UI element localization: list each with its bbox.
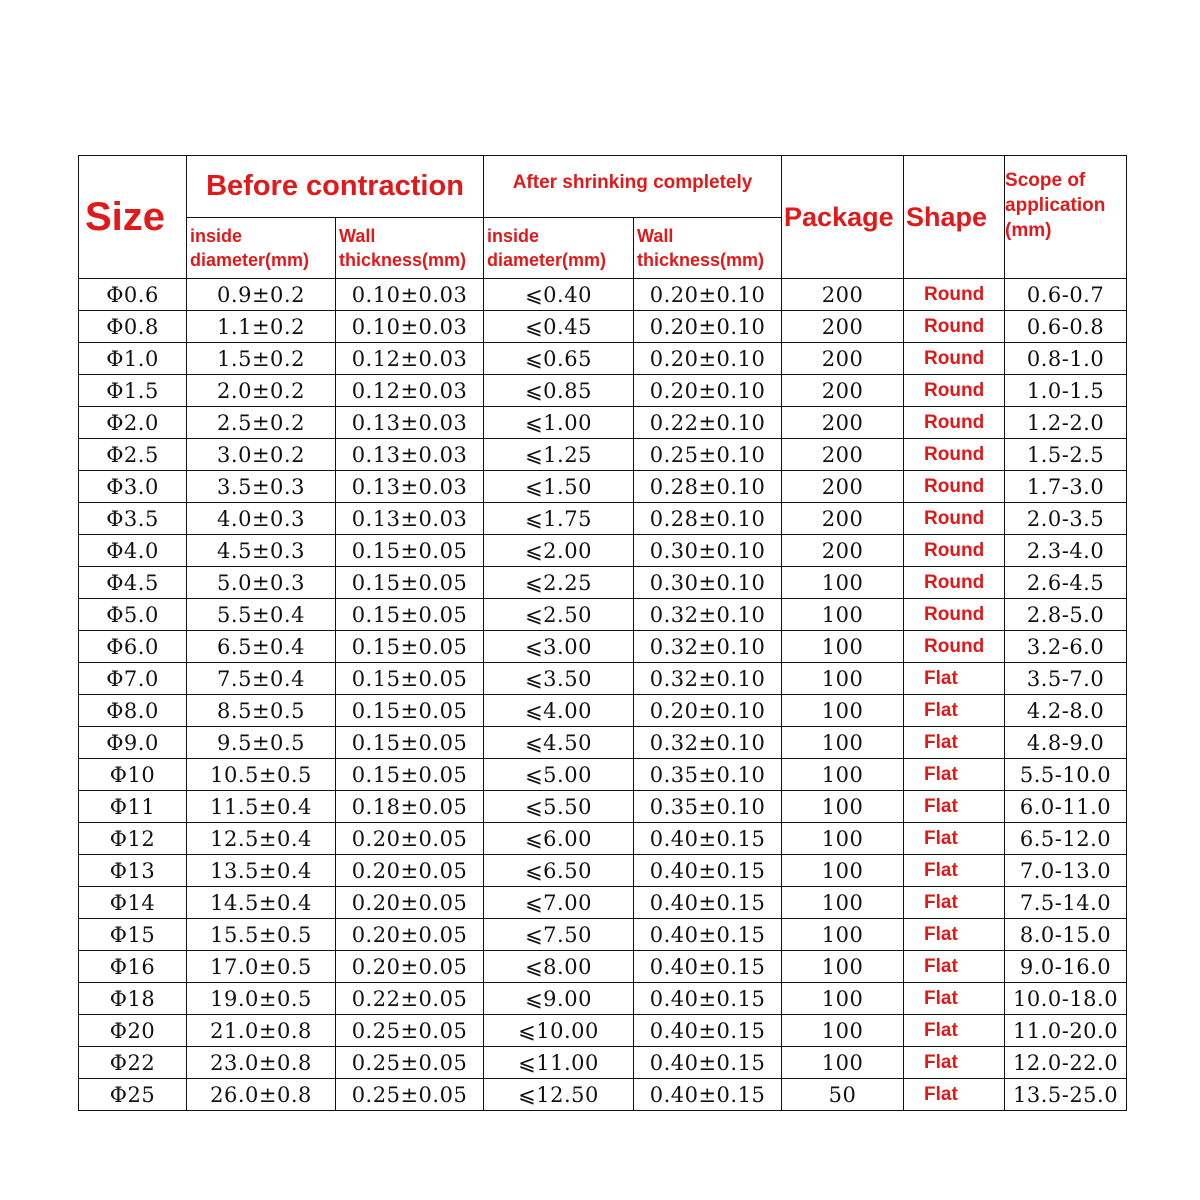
shape-cell: Flat bbox=[904, 791, 1005, 823]
after-inside-diameter-cell: ⩽2.25 bbox=[484, 567, 634, 599]
after-wall-thickness-cell: 0.28±0.10 bbox=[634, 471, 782, 503]
shape-cell: Round bbox=[904, 311, 1005, 343]
package-cell: 100 bbox=[782, 599, 904, 631]
shape-cell: Round bbox=[904, 407, 1005, 439]
size-cell: Φ0.6 bbox=[79, 279, 187, 311]
before-wall-thickness-cell: 0.12±0.03 bbox=[336, 343, 484, 375]
size-cell: Φ5.0 bbox=[79, 599, 187, 631]
after-inside-diameter-cell: ⩽2.00 bbox=[484, 535, 634, 567]
after-wall-thickness-cell: 0.32±0.10 bbox=[634, 727, 782, 759]
size-cell: Φ3.5 bbox=[79, 503, 187, 535]
package-cell: 200 bbox=[782, 311, 904, 343]
table-row bbox=[79, 279, 1127, 311]
package-cell: 100 bbox=[782, 631, 904, 663]
table-body bbox=[79, 156, 1127, 1111]
size-cell: Φ4.0 bbox=[79, 535, 187, 567]
before-inside-diameter-header: inside diameter(mm) bbox=[187, 218, 336, 279]
package-cell: 200 bbox=[782, 439, 904, 471]
scope-cell: 0.8-1.0 bbox=[1005, 343, 1127, 375]
package-cell: 100 bbox=[782, 855, 904, 887]
after-wall-thickness-cell: 0.35±0.10 bbox=[634, 759, 782, 791]
scope-header: Scope of application (mm) bbox=[1005, 156, 1127, 279]
shape-cell: Round bbox=[904, 343, 1005, 375]
after-wall-thickness-cell: 0.25±0.10 bbox=[634, 439, 782, 471]
before-wall-thickness-cell: 0.20±0.05 bbox=[336, 887, 484, 919]
before-wall-thickness-header: Wall thickness(mm) bbox=[336, 218, 484, 279]
before-wall-thickness-cell: 0.20±0.05 bbox=[336, 855, 484, 887]
package-cell: 100 bbox=[782, 1015, 904, 1047]
package-cell: 100 bbox=[782, 951, 904, 983]
table-row bbox=[79, 375, 1127, 407]
before-inside-diameter-cell: 21.0±0.8 bbox=[187, 1015, 336, 1047]
before-contraction-header: Before contraction bbox=[187, 156, 484, 218]
shape-cell: Round bbox=[904, 503, 1005, 535]
before-wall-thickness-cell: 0.15±0.05 bbox=[336, 695, 484, 727]
after-wall-thickness-cell: 0.40±0.15 bbox=[634, 887, 782, 919]
after-wall-thickness-cell: 0.40±0.15 bbox=[634, 1047, 782, 1079]
before-wall-thickness-cell: 0.18±0.05 bbox=[336, 791, 484, 823]
package-cell: 100 bbox=[782, 791, 904, 823]
scope-cell: 0.6-0.7 bbox=[1005, 279, 1127, 311]
before-wall-thickness-cell: 0.13±0.03 bbox=[336, 471, 484, 503]
after-wall-thickness-cell: 0.40±0.15 bbox=[634, 951, 782, 983]
after-inside-diameter-cell: ⩽2.50 bbox=[484, 599, 634, 631]
package-cell: 100 bbox=[782, 759, 904, 791]
size-cell: Φ14 bbox=[79, 887, 187, 919]
size-cell: Φ0.8 bbox=[79, 311, 187, 343]
before-wall-thickness-cell: 0.12±0.03 bbox=[336, 375, 484, 407]
scope-cell: 1.5-2.5 bbox=[1005, 439, 1127, 471]
scope-cell: 8.0-15.0 bbox=[1005, 919, 1127, 951]
before-wall-thickness-cell: 0.13±0.03 bbox=[336, 439, 484, 471]
scope-cell: 2.0-3.5 bbox=[1005, 503, 1127, 535]
table-row bbox=[79, 407, 1127, 439]
table-row bbox=[79, 983, 1127, 1015]
before-inside-diameter-cell: 11.5±0.4 bbox=[187, 791, 336, 823]
size-cell: Φ16 bbox=[79, 951, 187, 983]
table-row bbox=[79, 471, 1127, 503]
scope-cell: 4.2-8.0 bbox=[1005, 695, 1127, 727]
table-row bbox=[79, 503, 1127, 535]
before-inside-diameter-cell: 9.5±0.5 bbox=[187, 727, 336, 759]
before-inside-diameter-cell: 6.5±0.4 bbox=[187, 631, 336, 663]
scope-cell: 10.0-18.0 bbox=[1005, 983, 1127, 1015]
scope-cell: 6.5-12.0 bbox=[1005, 823, 1127, 855]
table-row bbox=[79, 1047, 1127, 1079]
size-cell: Φ22 bbox=[79, 1047, 187, 1079]
spec-table bbox=[78, 155, 1127, 1111]
shape-cell: Flat bbox=[904, 983, 1005, 1015]
shape-cell: Round bbox=[904, 375, 1005, 407]
shape-cell: Flat bbox=[904, 887, 1005, 919]
after-wall-thickness-cell: 0.32±0.10 bbox=[634, 631, 782, 663]
scope-cell: 2.8-5.0 bbox=[1005, 599, 1127, 631]
before-inside-diameter-cell: 5.5±0.4 bbox=[187, 599, 336, 631]
package-cell: 100 bbox=[782, 695, 904, 727]
before-wall-thickness-cell: 0.25±0.05 bbox=[336, 1015, 484, 1047]
after-wall-thickness-cell: 0.20±0.10 bbox=[634, 343, 782, 375]
shape-cell: Flat bbox=[904, 1079, 1005, 1111]
after-inside-diameter-cell: ⩽7.50 bbox=[484, 919, 634, 951]
table-row bbox=[79, 343, 1127, 375]
package-cell: 200 bbox=[782, 407, 904, 439]
before-inside-diameter-cell: 10.5±0.5 bbox=[187, 759, 336, 791]
table-row bbox=[79, 727, 1127, 759]
after-inside-diameter-cell: ⩽11.00 bbox=[484, 1047, 634, 1079]
shape-header: Shape bbox=[904, 156, 1005, 279]
size-cell: Φ15 bbox=[79, 919, 187, 951]
table-row bbox=[79, 311, 1127, 343]
before-inside-diameter-cell: 8.5±0.5 bbox=[187, 695, 336, 727]
size-cell: Φ6.0 bbox=[79, 631, 187, 663]
table-row bbox=[79, 919, 1127, 951]
after-inside-diameter-cell: ⩽4.00 bbox=[484, 695, 634, 727]
size-cell: Φ25 bbox=[79, 1079, 187, 1111]
before-inside-diameter-cell: 3.5±0.3 bbox=[187, 471, 336, 503]
before-wall-thickness-cell: 0.20±0.05 bbox=[336, 823, 484, 855]
package-cell: 50 bbox=[782, 1079, 904, 1111]
before-inside-diameter-cell: 17.0±0.5 bbox=[187, 951, 336, 983]
after-inside-diameter-cell: ⩽1.75 bbox=[484, 503, 634, 535]
after-wall-thickness-cell: 0.20±0.10 bbox=[634, 279, 782, 311]
shape-cell: Flat bbox=[904, 727, 1005, 759]
shape-cell: Flat bbox=[904, 1047, 1005, 1079]
shape-cell: Flat bbox=[904, 663, 1005, 695]
scope-cell: 0.6-0.8 bbox=[1005, 311, 1127, 343]
shape-cell: Flat bbox=[904, 855, 1005, 887]
after-inside-diameter-cell: ⩽0.40 bbox=[484, 279, 634, 311]
after-inside-diameter-cell: ⩽4.50 bbox=[484, 727, 634, 759]
before-inside-diameter-cell: 14.5±0.4 bbox=[187, 887, 336, 919]
scope-cell: 7.5-14.0 bbox=[1005, 887, 1127, 919]
size-cell: Φ1.0 bbox=[79, 343, 187, 375]
after-wall-thickness-cell: 0.40±0.15 bbox=[634, 1015, 782, 1047]
table-row bbox=[79, 439, 1127, 471]
scope-cell: 1.2-2.0 bbox=[1005, 407, 1127, 439]
shape-cell: Flat bbox=[904, 823, 1005, 855]
after-inside-diameter-cell: ⩽3.50 bbox=[484, 663, 634, 695]
after-inside-diameter-cell: ⩽8.00 bbox=[484, 951, 634, 983]
before-wall-thickness-cell: 0.25±0.05 bbox=[336, 1079, 484, 1111]
shape-cell: Flat bbox=[904, 919, 1005, 951]
scope-cell: 13.5-25.0 bbox=[1005, 1079, 1127, 1111]
after-inside-diameter-cell: ⩽0.45 bbox=[484, 311, 634, 343]
after-inside-diameter-cell: ⩽3.00 bbox=[484, 631, 634, 663]
before-inside-diameter-cell: 2.0±0.2 bbox=[187, 375, 336, 407]
before-inside-diameter-cell: 3.0±0.2 bbox=[187, 439, 336, 471]
shape-cell: Round bbox=[904, 471, 1005, 503]
after-inside-diameter-cell: ⩽0.85 bbox=[484, 375, 634, 407]
before-inside-diameter-cell: 5.0±0.3 bbox=[187, 567, 336, 599]
table-row bbox=[79, 1079, 1127, 1111]
package-cell: 200 bbox=[782, 375, 904, 407]
after-inside-diameter-cell: ⩽1.25 bbox=[484, 439, 634, 471]
table-row bbox=[79, 567, 1127, 599]
before-wall-thickness-cell: 0.10±0.03 bbox=[336, 311, 484, 343]
after-wall-thickness-cell: 0.30±0.10 bbox=[634, 535, 782, 567]
scope-cell: 5.5-10.0 bbox=[1005, 759, 1127, 791]
shape-cell: Round bbox=[904, 439, 1005, 471]
package-cell: 200 bbox=[782, 471, 904, 503]
header-row-top bbox=[79, 156, 1127, 218]
before-inside-diameter-cell: 1.1±0.2 bbox=[187, 311, 336, 343]
table-row bbox=[79, 759, 1127, 791]
size-cell: Φ12 bbox=[79, 823, 187, 855]
package-cell: 200 bbox=[782, 503, 904, 535]
after-inside-diameter-cell: ⩽10.00 bbox=[484, 1015, 634, 1047]
size-cell: Φ11 bbox=[79, 791, 187, 823]
before-wall-thickness-cell: 0.15±0.05 bbox=[336, 727, 484, 759]
table-row bbox=[79, 631, 1127, 663]
size-cell: Φ3.0 bbox=[79, 471, 187, 503]
scope-cell: 4.8-9.0 bbox=[1005, 727, 1127, 759]
before-inside-diameter-cell: 4.5±0.3 bbox=[187, 535, 336, 567]
shape-cell: Round bbox=[904, 567, 1005, 599]
table-row bbox=[79, 663, 1127, 695]
size-header: Size bbox=[79, 156, 187, 279]
after-wall-thickness-cell: 0.32±0.10 bbox=[634, 663, 782, 695]
shape-cell: Round bbox=[904, 535, 1005, 567]
after-wall-thickness-cell: 0.40±0.15 bbox=[634, 983, 782, 1015]
scope-cell: 1.0-1.5 bbox=[1005, 375, 1127, 407]
table-row bbox=[79, 599, 1127, 631]
package-cell: 200 bbox=[782, 279, 904, 311]
scope-cell: 2.6-4.5 bbox=[1005, 567, 1127, 599]
table-row bbox=[79, 791, 1127, 823]
size-cell: Φ4.5 bbox=[79, 567, 187, 599]
before-wall-thickness-cell: 0.15±0.05 bbox=[336, 599, 484, 631]
after-inside-diameter-cell: ⩽7.00 bbox=[484, 887, 634, 919]
after-wall-thickness-cell: 0.35±0.10 bbox=[634, 791, 782, 823]
table-row bbox=[79, 887, 1127, 919]
scope-cell: 1.7-3.0 bbox=[1005, 471, 1127, 503]
shape-cell: Round bbox=[904, 279, 1005, 311]
package-cell: 100 bbox=[782, 983, 904, 1015]
table-row bbox=[79, 823, 1127, 855]
scope-cell: 12.0-22.0 bbox=[1005, 1047, 1127, 1079]
table-row bbox=[79, 695, 1127, 727]
scope-cell: 11.0-20.0 bbox=[1005, 1015, 1127, 1047]
after-wall-thickness-cell: 0.28±0.10 bbox=[634, 503, 782, 535]
scope-cell: 9.0-16.0 bbox=[1005, 951, 1127, 983]
before-inside-diameter-cell: 15.5±0.5 bbox=[187, 919, 336, 951]
size-cell: Φ20 bbox=[79, 1015, 187, 1047]
package-cell: 100 bbox=[782, 663, 904, 695]
after-wall-thickness-cell: 0.20±0.10 bbox=[634, 311, 782, 343]
after-shrinking-header: After shrinking completely bbox=[484, 156, 782, 218]
after-wall-thickness-cell: 0.22±0.10 bbox=[634, 407, 782, 439]
before-wall-thickness-cell: 0.15±0.05 bbox=[336, 631, 484, 663]
after-inside-diameter-header: inside diameter(mm) bbox=[484, 218, 634, 279]
size-cell: Φ9.0 bbox=[79, 727, 187, 759]
before-wall-thickness-cell: 0.22±0.05 bbox=[336, 983, 484, 1015]
after-wall-thickness-cell: 0.40±0.15 bbox=[634, 1079, 782, 1111]
size-cell: Φ13 bbox=[79, 855, 187, 887]
package-cell: 100 bbox=[782, 823, 904, 855]
shape-cell: Round bbox=[904, 599, 1005, 631]
after-wall-thickness-cell: 0.20±0.10 bbox=[634, 375, 782, 407]
scope-cell: 3.2-6.0 bbox=[1005, 631, 1127, 663]
table-row bbox=[79, 855, 1127, 887]
table-row bbox=[79, 1015, 1127, 1047]
before-wall-thickness-cell: 0.13±0.03 bbox=[336, 407, 484, 439]
size-cell: Φ1.5 bbox=[79, 375, 187, 407]
after-wall-thickness-cell: 0.40±0.15 bbox=[634, 855, 782, 887]
before-inside-diameter-cell: 23.0±0.8 bbox=[187, 1047, 336, 1079]
package-cell: 200 bbox=[782, 535, 904, 567]
before-wall-thickness-cell: 0.13±0.03 bbox=[336, 503, 484, 535]
size-cell: Φ7.0 bbox=[79, 663, 187, 695]
shape-cell: Flat bbox=[904, 951, 1005, 983]
before-wall-thickness-cell: 0.25±0.05 bbox=[336, 1047, 484, 1079]
after-inside-diameter-cell: ⩽1.50 bbox=[484, 471, 634, 503]
after-wall-thickness-cell: 0.30±0.10 bbox=[634, 567, 782, 599]
before-inside-diameter-cell: 13.5±0.4 bbox=[187, 855, 336, 887]
size-cell: Φ10 bbox=[79, 759, 187, 791]
scope-cell: 7.0-13.0 bbox=[1005, 855, 1127, 887]
after-inside-diameter-cell: ⩽1.00 bbox=[484, 407, 634, 439]
table-row bbox=[79, 951, 1127, 983]
before-wall-thickness-cell: 0.20±0.05 bbox=[336, 919, 484, 951]
size-cell: Φ18 bbox=[79, 983, 187, 1015]
size-cell: Φ2.0 bbox=[79, 407, 187, 439]
after-inside-diameter-cell: ⩽6.50 bbox=[484, 855, 634, 887]
after-wall-thickness-cell: 0.20±0.10 bbox=[634, 695, 782, 727]
package-header: Package bbox=[782, 156, 904, 279]
before-inside-diameter-cell: 7.5±0.4 bbox=[187, 663, 336, 695]
after-inside-diameter-cell: ⩽5.00 bbox=[484, 759, 634, 791]
package-cell: 100 bbox=[782, 727, 904, 759]
shape-cell: Flat bbox=[904, 695, 1005, 727]
after-inside-diameter-cell: ⩽0.65 bbox=[484, 343, 634, 375]
table-row bbox=[79, 535, 1127, 567]
after-inside-diameter-cell: ⩽12.50 bbox=[484, 1079, 634, 1111]
shape-cell: Round bbox=[904, 631, 1005, 663]
shape-cell: Flat bbox=[904, 759, 1005, 791]
package-cell: 100 bbox=[782, 567, 904, 599]
before-inside-diameter-cell: 26.0±0.8 bbox=[187, 1079, 336, 1111]
after-inside-diameter-cell: ⩽5.50 bbox=[484, 791, 634, 823]
before-inside-diameter-cell: 2.5±0.2 bbox=[187, 407, 336, 439]
package-cell: 100 bbox=[782, 919, 904, 951]
shape-cell: Flat bbox=[904, 1015, 1005, 1047]
package-cell: 100 bbox=[782, 887, 904, 919]
scope-cell: 2.3-4.0 bbox=[1005, 535, 1127, 567]
before-wall-thickness-cell: 0.10±0.03 bbox=[336, 279, 484, 311]
after-wall-thickness-cell: 0.40±0.15 bbox=[634, 823, 782, 855]
after-wall-thickness-cell: 0.32±0.10 bbox=[634, 599, 782, 631]
scope-cell: 6.0-11.0 bbox=[1005, 791, 1127, 823]
before-inside-diameter-cell: 19.0±0.5 bbox=[187, 983, 336, 1015]
size-cell: Φ8.0 bbox=[79, 695, 187, 727]
before-inside-diameter-cell: 1.5±0.2 bbox=[187, 343, 336, 375]
after-wall-thickness-cell: 0.40±0.15 bbox=[634, 919, 782, 951]
size-cell: Φ2.5 bbox=[79, 439, 187, 471]
before-inside-diameter-cell: 12.5±0.4 bbox=[187, 823, 336, 855]
before-wall-thickness-cell: 0.15±0.05 bbox=[336, 663, 484, 695]
before-inside-diameter-cell: 4.0±0.3 bbox=[187, 503, 336, 535]
scope-cell: 3.5-7.0 bbox=[1005, 663, 1127, 695]
before-wall-thickness-cell: 0.15±0.05 bbox=[336, 535, 484, 567]
package-cell: 200 bbox=[782, 343, 904, 375]
before-wall-thickness-cell: 0.15±0.05 bbox=[336, 567, 484, 599]
before-inside-diameter-cell: 0.9±0.2 bbox=[187, 279, 336, 311]
before-wall-thickness-cell: 0.20±0.05 bbox=[336, 951, 484, 983]
before-wall-thickness-cell: 0.15±0.05 bbox=[336, 759, 484, 791]
after-inside-diameter-cell: ⩽6.00 bbox=[484, 823, 634, 855]
after-inside-diameter-cell: ⩽9.00 bbox=[484, 983, 634, 1015]
after-wall-thickness-header: Wall thickness(mm) bbox=[634, 218, 782, 279]
package-cell: 100 bbox=[782, 1047, 904, 1079]
